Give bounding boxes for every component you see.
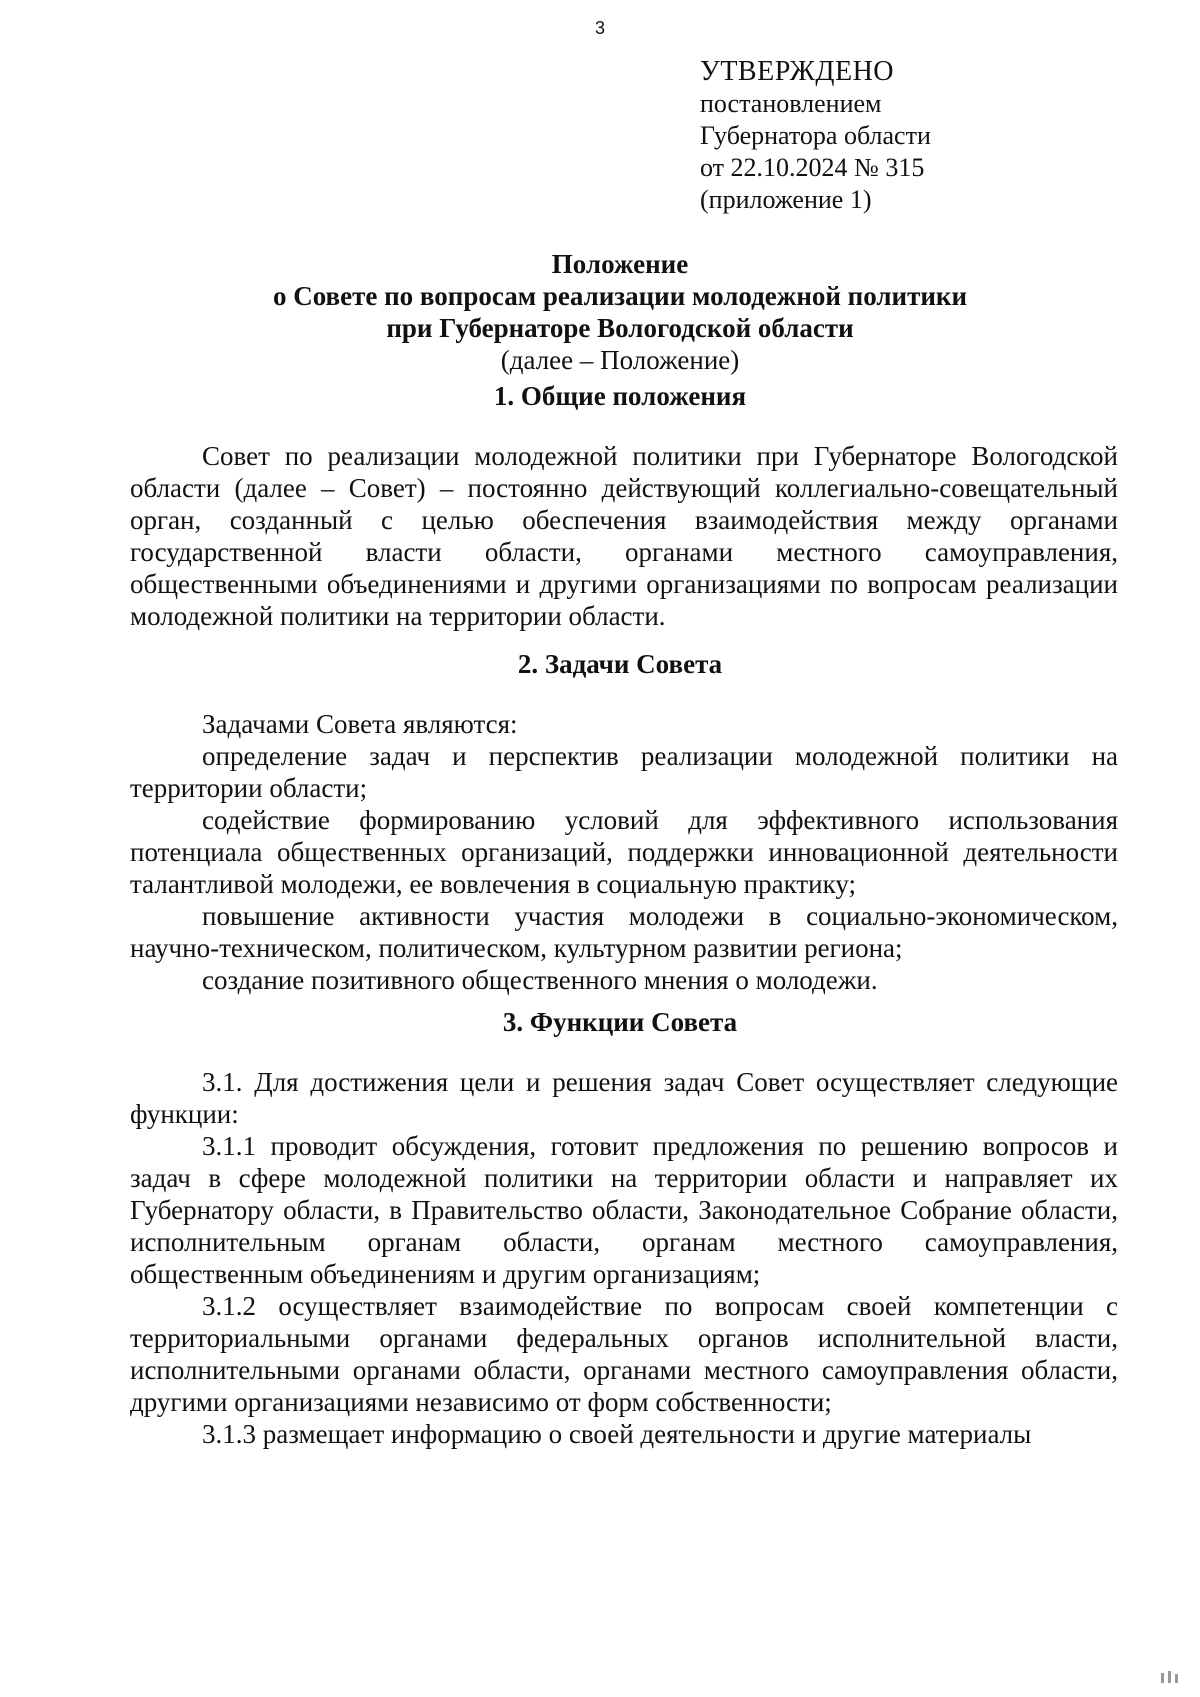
section-heading: 2. Задачи Совета bbox=[517, 649, 723, 679]
section-body bbox=[130, 1066, 1118, 1450]
paragraph: Задачами Совета являются: bbox=[202, 709, 518, 739]
section-body bbox=[130, 440, 1118, 632]
list-item: повышение активности участия молодежи в социально-экономическом, научно-техническом, политическом, культурном развитии региона; bbox=[130, 901, 1118, 963]
list-item: содействие формированию условий для эффективного использования потенциала общественных организаций, поддержки инновационной деятельности талантливой молодежи, ее вовлечения в социальную практику; bbox=[130, 805, 1118, 899]
list-item: 3.1.3 размещает информацию о своей деятельности и другие материалы bbox=[202, 1419, 1032, 1449]
document-title bbox=[130, 248, 1110, 376]
list-item: создание позитивного общественного мнения о молодежи. bbox=[202, 965, 878, 995]
approval-stamp-heading: УТВЕРЖДЕНО bbox=[700, 56, 895, 87]
approval-line: (приложение 1) bbox=[700, 185, 872, 214]
section-body bbox=[130, 708, 1118, 996]
approval-line: Губернатора области bbox=[700, 121, 931, 150]
approval-line: постановлением bbox=[700, 89, 882, 118]
scan-mark bbox=[1161, 1671, 1178, 1683]
page-number: 3 bbox=[594, 18, 605, 38]
list-item: 3.1.1 проводит обсуждения, готовит предложения по решению вопросов и задач в сфере молодежной политики на территории области и направляет их Губернатору области, в Правительство области, Законодательное Собрание области, исполнительным органам области, органам местного самоуправления, общественным объединениям и другим организациям; bbox=[130, 1131, 1118, 1289]
title-line: о Совете по вопросам реализации молодежной политики bbox=[272, 281, 968, 311]
list-item: 3.1.2 осуществляет взаимодействие по вопросам своей компетенции с территориальными органами федеральных органов исполнительной власти, исполнительными органами области, органами местного самоуправления области, другими организациями независимо от форм собственности; bbox=[130, 1291, 1118, 1417]
title-note: (далее – Положение) bbox=[500, 345, 740, 375]
approval-block bbox=[700, 56, 931, 216]
section-heading: 3. Функции Совета bbox=[502, 1007, 738, 1037]
list-item: определение задач и перспектив реализации молодежной политики на территории области; bbox=[130, 741, 1118, 803]
paragraph: Совет по реализации молодежной политики при Губернаторе Вологодской области (далее – Совет) – постоянно действующий коллегиально-совещательный орган, созданный с целью обеспечения взаимодействия между органами государственной власти области, органами местного самоуправления, общественными объединениями и другими организациями по вопросам реализации молодежной политики на территории области. bbox=[130, 441, 1118, 631]
title-line: при Губернаторе Вологодской области bbox=[386, 313, 854, 343]
approval-line: от 22.10.2024 № 315 bbox=[700, 153, 925, 182]
list-item: 3.1. Для достижения цели и решения задач Совет осуществляет следующие функции: bbox=[130, 1067, 1118, 1129]
title-line: Положение bbox=[551, 249, 689, 279]
section-heading: 1. Общие положения bbox=[493, 381, 747, 411]
